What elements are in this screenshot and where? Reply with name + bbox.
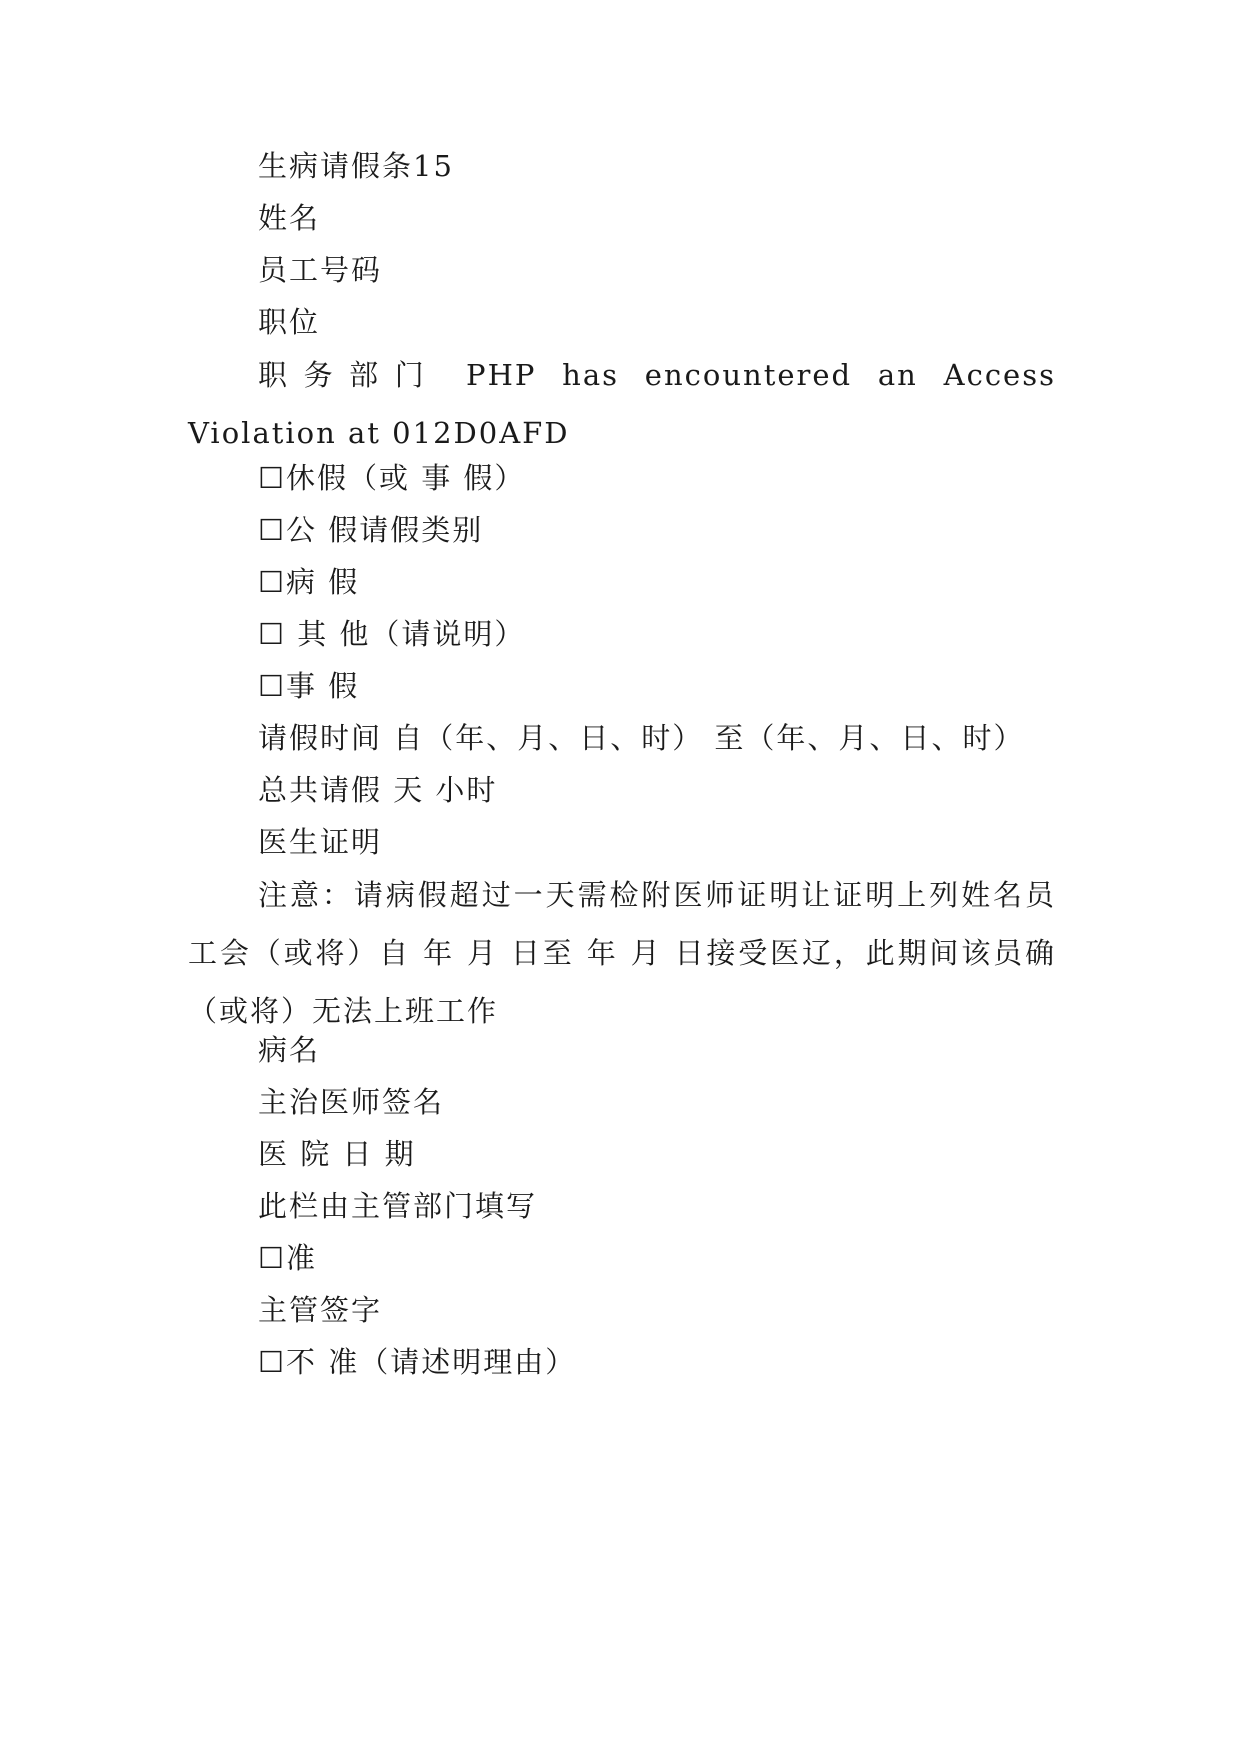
doctor-certificate-notice: 注意：请病假超过一天需检附医师证明让证明上列姓名员工会（或将）自 年 月 日至 年 月 日接受医辽，此期间该员确（或将）无法上班工作 bbox=[188, 878, 1056, 1028]
department-error-text: 职务部门 PHP has encountered an Access Violation at 012D0AFD bbox=[188, 358, 1056, 450]
form-title: 生病请假条15 bbox=[258, 149, 454, 183]
name-field-label: 姓名 bbox=[258, 201, 321, 235]
approve-option: ☐准 bbox=[258, 1241, 317, 1275]
leave-type-other: ☐ 其 他（请说明） bbox=[258, 617, 526, 651]
doctor-certificate-heading: 医生证明 bbox=[258, 825, 383, 859]
leave-type-public: ☐公 假请假类别 bbox=[258, 513, 484, 547]
supervisor-signature-label: 主管签字 bbox=[258, 1293, 383, 1327]
reject-option: ☐不 准（请述明理由） bbox=[258, 1345, 577, 1379]
total-leave-row: 总共请假 天 小时 bbox=[258, 773, 498, 807]
leave-type-sick: ☐病 假 bbox=[258, 565, 360, 599]
illness-name-label: 病名 bbox=[258, 1033, 321, 1067]
leave-type-vacation: ☐休假（或 事 假） bbox=[258, 461, 526, 495]
leave-time-row: 请假时间 自（年、月、日、时） 至（年、月、日、时） bbox=[258, 721, 1025, 755]
doctor-signature-label: 主治医师签名 bbox=[258, 1085, 445, 1119]
position-label: 职位 bbox=[258, 305, 321, 339]
hospital-date-label: 医 院 日 期 bbox=[258, 1137, 416, 1171]
supervisor-section-heading: 此栏由主管部门填写 bbox=[258, 1189, 538, 1223]
employee-number-label: 员工号码 bbox=[258, 253, 383, 287]
leave-type-personal: ☐事 假 bbox=[258, 669, 360, 703]
